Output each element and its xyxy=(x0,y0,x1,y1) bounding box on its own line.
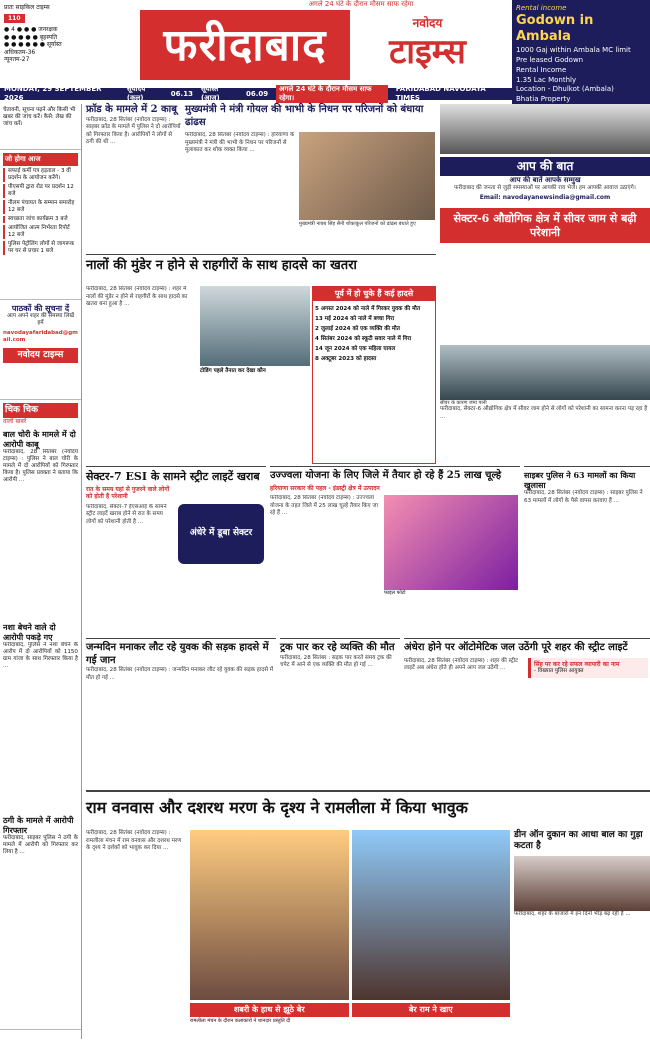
hadse-item: 2 जुलाई 2024 को एक व्यक्ति की मौत xyxy=(315,325,400,332)
ad-line: Rental Income xyxy=(516,65,567,74)
chik-headline-3: ठगी के मामले में आरोपी गिरफ्तार xyxy=(3,814,74,835)
masthead-left-box: 110 xyxy=(4,14,25,24)
minister-text: फरीदाबाद, 28 सितंबर (नवोदय टाइम्स) : हरियाणा के मुख्यमंत्री ने मंत्री की भाभी के निधन पर परिजनों से मुलाकात कर शोक व्यक्त किया ... xyxy=(185,132,295,154)
ramlila-caption-1: शबरी के हाथ से झूठे बेर xyxy=(190,1003,349,1017)
chik-headline-1: बाल चोरी के मामले में दो आरोपी काबू xyxy=(3,428,76,449)
ujjwala-headline: उज्ज्वला योजना के लिए जिले में तैयार हो रहे हैं 25 लाख चूल्हे xyxy=(270,470,502,481)
masthead-left-panel xyxy=(4,4,132,86)
nali-text: फरीदाबाद, 28 सितंबर (नवोदय टाइम्स) : शहर में नालों की मुंडेर न होने से राहगीरों के साथ हादसे का खतरा बना हुआ है ... xyxy=(86,286,188,308)
ad-line: 1.35 Lac Monthly xyxy=(516,75,577,84)
ramlila-caption-text: रामलीला मंचन के दौरान कलाकारों ने शानदार प्रस्तुति दी xyxy=(190,1018,291,1024)
masthead-logo-times xyxy=(350,10,505,80)
masthead-logo-faridabad: फरीदाबाद xyxy=(140,10,350,80)
ad-godown-ambala[interactable] xyxy=(512,0,650,118)
masthead-times: टाइम्स xyxy=(389,32,466,73)
right-bottom-text: फरीदाबाद, शहर के बाजारों में इन दिनों भीड़ बढ़ रही है ... xyxy=(514,910,631,917)
police-headline: साइबर पुलिस ने 63 मामलों का किया खुलासा xyxy=(524,470,636,490)
today-item: नीलम पंचायत के सम्मान समारोह 12 बजे xyxy=(3,200,78,214)
aapki-sub: आप की बातें आपके सम्मुख xyxy=(509,176,581,184)
ujjwala-text: फरीदाबाद, 28 सितंबर (नवोदय टाइम्स) : उज्ज्वला योजना के तहत जिले में 25 लाख चूल्हे तैयार किए जा रहे हैं ... xyxy=(270,495,379,517)
sector6-photo xyxy=(440,345,650,400)
aapki-baat-panel xyxy=(440,104,650,339)
ujjwala-caption: फाइल फोटो xyxy=(384,590,406,596)
aapki-text: फरीदाबाद की जनता से जुड़ी समस्याओं पर आपकी राय भेजें। हम आपकी आवाज उठाएंगे। xyxy=(454,184,636,191)
readers-text: आप अपने शहर की समस्या लिखें हमें xyxy=(7,313,74,326)
fraud-headline: फ्रॉड के मामले में 2 काबू xyxy=(86,104,177,115)
sector6-body xyxy=(440,345,650,457)
masthead-navodaya: नवोदय xyxy=(412,16,443,31)
minister-headline: मुख्यमंत्री ने मंत्री गोयल की भाभी के निधन पर परिजनों को बंधाया ढांढस xyxy=(185,104,424,128)
chikchik-heading: चिक चिक xyxy=(3,403,78,418)
ad-title: Godown in Ambala xyxy=(516,12,594,44)
chik-text-3: फरीदाबाद, साइबर पुलिस ने ठगी के मामले में आरोपी को गिरफ्तार कर लिया है ... xyxy=(3,834,78,855)
masthead-left-row: ● 4 ● ● ● जनरक्षक xyxy=(4,26,58,33)
masthead-left-row: ● ● ● ● ● बृहस्पति xyxy=(4,33,58,41)
sector7-text: फरीदाबाद, सेक्टर-7 ईएसआई के सामने स्ट्रीट लाइटें खराब होने से रात के समय लोगों को परेशानी होती है ... xyxy=(86,503,167,525)
edition-name: FARIDABAD NAVODAYA TIMES xyxy=(395,85,486,102)
nali-caption: टोडिंग पहले तैनात कर देखा कौन xyxy=(200,368,266,374)
masthead-left-row: ● ● ● ● ● ● सूर्यास्त xyxy=(4,41,62,48)
ramlila-caption-2: बेर राम ने खाए xyxy=(352,1003,511,1017)
left-sidebar xyxy=(0,104,82,1039)
today-item: स्वच्छता जांच कार्यक्रम 3 बजे xyxy=(3,216,78,223)
story-ujjwala xyxy=(270,466,520,634)
masthead-left-row: अधिकतम-36 xyxy=(4,48,36,56)
janam-headline: जन्मदिन मनाकर लौट रहे युवक की सड़क हादसे में गई जान xyxy=(86,642,269,666)
hadse-box xyxy=(312,286,436,464)
ad-line: Bhatia Property xyxy=(516,95,571,103)
truck-text: फरीदाबाद, 28 सितंबर : सड़क पार करते समय ट्रक की चपेट में आने से एक व्यक्ति की मौत हो गई ... xyxy=(280,654,392,669)
ramlila-photos xyxy=(190,830,510,1035)
readers-heading: पाठकों की सूचना दें xyxy=(11,303,70,313)
hadse-item: 5 अगस्त 2024 को नाले में गिरकर युवक की मौत xyxy=(315,306,421,312)
ramlila-text: फरीदाबाद, 28 सितंबर (नवोदय टाइम्स) : रामलीला मंचन में राम वनवास और दशरथ मरण के दृश्य ने दर्शकों को भावुक कर दिया ... xyxy=(86,830,182,852)
sector6-text: फरीदाबाद, सेक्टर-6 औद्योगिक क्षेत्र में सीवर जाम होने से लोगों को परेशानी का सामना करना पड़ रहा है ... xyxy=(440,406,648,420)
minister-photo xyxy=(299,132,435,220)
nali-photo-col xyxy=(200,286,310,456)
weather-note: अगले 24 घंटे के दौरान मौसम साफ रहेगा। xyxy=(276,85,388,103)
quote-text: सिंह पर कर रहे सफल व्यापारी का नाम xyxy=(534,660,620,668)
chikchik-sub: वाली खबरें xyxy=(3,418,27,426)
ujjwala-photo xyxy=(384,495,518,590)
right-bottom-headline: डीन ऑन दुकान का आधा बाल का गुड़ा कटता है xyxy=(514,830,643,852)
today-item: सफाई कर्मी पत्र हड़ताल - 3 वीं प्रदर्शन के आयोजन करेंगे। xyxy=(3,168,78,182)
today-item: आयोजित आत्म निर्भरता रिपोर्ट 12 बजे xyxy=(3,225,78,239)
hadse-item: 4 सितंबर 2024 को स्कूटी सवार नाले में गिरा xyxy=(315,335,412,342)
dateline-bar xyxy=(0,85,512,102)
nali-headline-wrap xyxy=(86,254,436,280)
aapki-email[interactable]: Email: navodayanewsindia@gmail.com xyxy=(479,194,611,202)
masthead-left-info: प्रातः साइकिल टाइम्स xyxy=(4,4,50,11)
ramlila-photo-2 xyxy=(352,830,511,1000)
story-fraud xyxy=(86,104,181,249)
sector6-headline: सेक्टर-6 औद्योगिक क्षेत्र में सीवर जाम से बढ़ी परेशानी xyxy=(440,208,650,244)
ramlila-photo-1 xyxy=(190,830,349,1000)
story-minister xyxy=(185,104,435,264)
hadse-item: 13 मई 2024 को नाले में बच्चा गिरा xyxy=(315,315,395,322)
sunrise-label: सूर्योदय (कल) xyxy=(126,85,146,102)
readers-email[interactable]: navodayafaridabad@gmail.com xyxy=(3,329,78,343)
hadse-item: 8 अक्टूबर 2023 को हादसा xyxy=(315,355,377,362)
today-item: पीएसपी द्वारा रोड पर प्रदर्शन 12 बजे xyxy=(3,184,78,198)
ad-line: 1000 Gaj within Ambala MC limit xyxy=(516,46,631,55)
today-item: पुलिस पेट्रोलिंग लोगों से जागरूक पर घर से प्रचार 1 बजे xyxy=(3,241,78,255)
andhera-text: फरीदाबाद, 28 सितंबर (नवोदय टाइम्स) : शहर की स्ट्रीट लाइटें अब अंधेरा होते ही अपने आप जल उठेंगी ... xyxy=(404,657,518,672)
right-bottom-photo xyxy=(514,856,650,911)
dateline-date: MONDAY, 29 SEPTEMBER 2026 xyxy=(4,85,102,102)
story-sector7 xyxy=(86,466,266,634)
story-truck xyxy=(280,638,400,738)
story-police xyxy=(524,466,650,634)
truck-headline: ट्रक पार कर रहे व्यक्ति की मौत xyxy=(280,642,395,653)
ramlila-headline-wrap xyxy=(86,790,650,826)
story-andhera xyxy=(404,638,650,778)
andhera-headline: अंधेरा होने पर ऑटोमेटिक जल उठेंगी पूरे शहर की स्ट्रीट लाइटें xyxy=(404,642,628,653)
police-text: फरीदाबाद, 28 सितंबर (नवोदय टाइम्स) : साइबर पुलिस ने 63 मामलों में लोगों के पैसे वापस करवाए हैं ... xyxy=(524,490,643,504)
ujjwala-sub: हरियाणा सरकार की पहल - इंडस्ट्री क्षेत्र में उत्पादन xyxy=(270,484,380,492)
masthead-subline: अगले 24 घंटे के दौरान मौसम साफ रहेगा xyxy=(308,0,414,8)
ad-line: Pre leased Godown xyxy=(516,56,584,64)
sector7-sub: रात के समय यहां से गुजरने वाले लोगों को होती है परेशानी xyxy=(86,485,170,501)
sector7-box: अंधेरे में डूबा सेक्टर xyxy=(178,504,264,564)
masthead-left-row: न्यूनतम-27 xyxy=(4,56,30,63)
nali-photo xyxy=(200,286,310,366)
nali-headline: नालों की मुंडेर न होने से राहगीरों के साथ हादसे का खतरा xyxy=(86,258,357,273)
sunrise-time: 06.13 xyxy=(170,89,193,98)
janam-text: फरीदाबाद, 28 सितंबर (नवोदय टाइम्स) : जन्मदिन मनाकर लौट रहे युवक की सड़क हादसे में मौत हो गई ... xyxy=(86,667,274,681)
story-janam xyxy=(86,638,276,738)
hadse-item: 14 जून 2024 को एक महिला घायल xyxy=(315,345,396,352)
fraud-text: फरीदाबाद, 28 सितंबर (नवोदय टाइम्स) : साइबर फ्रॉड के मामले में पुलिस ने दो आरोपियों को गिरफ्तार किया है। आरोपियों ने लोगों से ठगी की थी ... xyxy=(86,116,181,146)
ramlila-headline: राम वनवास और दशरथ मरण के दृश्य ने रामलीला में किया भावुक xyxy=(86,798,468,817)
readers-logo: नवोदय टाइम्स xyxy=(3,348,78,363)
sidebar-intro: चेतावनी, सूचना पढ़ने और किसी भी खबर की जांच करें। कैसे: लेख की जांच करें। xyxy=(0,104,81,150)
sunset-time: 06.09 xyxy=(246,89,269,98)
nali-text-col xyxy=(86,286,196,456)
ramlila-text-col xyxy=(86,830,186,1035)
chik-headline-2: नशा बेचने वाले दो आरोपी पकड़े गए xyxy=(3,621,56,642)
minister-caption: मुख्यमंत्री नायब सिंह सैनी शोकाकुल परिजनों को ढांढस बंधाते हुए xyxy=(299,221,416,227)
quote-by: - विख्यात पुलिस आयुक्त xyxy=(534,668,584,674)
sector7-headline: सेक्टर-7 ESI के सामने स्ट्रीट लाइटें खराब xyxy=(86,470,260,483)
hadse-heading: पूर्व में हो चुके हैं कई हादसे xyxy=(313,287,435,301)
chik-text-2: फरीदाबाद, पुलिस ने नशा बेचने के आरोप में दो आरोपियों को 1150 ग्राम गांजा के साथ गिरफ्तार किया है ... xyxy=(3,641,78,669)
story-right-bottom xyxy=(514,830,650,1035)
aapki-heading: आप की बात xyxy=(440,157,650,176)
ad-label: Rental income xyxy=(516,4,567,12)
sunset-label: सूर्यास्त (आज) xyxy=(200,85,220,102)
sector6-caption: सीवर के कारण जमा पानी xyxy=(440,400,487,406)
ad-line: Location - Dhulkot (Ambala) xyxy=(516,85,614,94)
aapki-photo xyxy=(440,104,650,154)
chik-text-1: फरीदाबाद, 28 सितंबर (नवोदय टाइम्स) : पुलिस ने बाल चोरी के मामले में दो आरोपियों को गिरफ्तार किया है। पुलिस प्रवक्ता ने बताया कि आरोपी ... xyxy=(3,448,78,483)
today-heading: जो होगा आज xyxy=(3,153,78,166)
